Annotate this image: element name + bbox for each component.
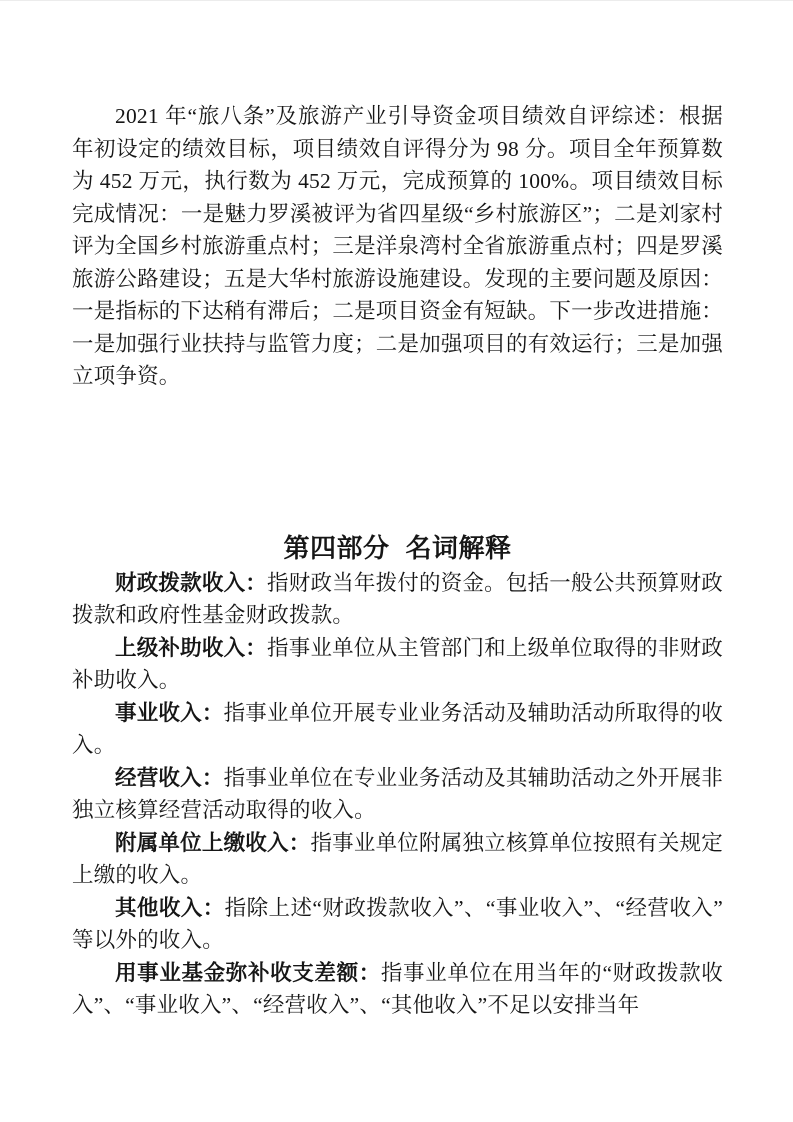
section-title: 第四部分 名词解释: [283, 533, 512, 563]
definition-term: 财政拨款收入：: [115, 570, 268, 595]
definition-term: 事业收入：: [115, 700, 224, 725]
definition-term: 上级补助收入：: [115, 635, 268, 660]
definition-item: [72, 892, 723, 957]
definition-item: [72, 632, 723, 697]
definition-term: 其他收入：: [115, 895, 225, 920]
definition-term: 附属单位上缴收入：: [115, 830, 311, 855]
definition-text: 指财政当年拨付的资金。包括一般公共预算财政拨款和政府性基金财政拨款。: [72, 570, 724, 627]
definition-term: 经营收入：: [115, 765, 224, 790]
definition-text: 指事业单位在专业业务活动及其辅助活动之外开展非独立核算经营活动取得的收入。: [72, 765, 723, 822]
definitions-list: [72, 567, 723, 1022]
definition-text: 指事业单位在用当年的“财政拨款收入”、“事业收入”、“经营收入”、“其他收入”不足以安排当年: [72, 960, 723, 1017]
definition-term: 用事业基金弥补收支差额：: [115, 960, 381, 985]
definition-item: [72, 697, 723, 762]
definition-item: [72, 567, 723, 632]
definition-item: [72, 762, 723, 827]
definition-item: [72, 957, 723, 1022]
definition-text: 指除上述“财政拨款收入”、“事业收入”、“经营收入”等以外的收入。: [72, 895, 723, 952]
performance-summary-paragraph: 2021 年“旅八条”及旅游产业引导资金项目绩效自评综述：根据年初设定的绩效目标，项目绩效自评得分为 98 分。项目全年预算数为 452 万元，执行数为 452 万元，完成预算的 100%。项目绩效目标完成情况：一是魅力罗溪被评为省四星级“乡村旅游区”；二是刘家村评为全国乡村旅游重点村；三是洋泉湾村全省旅游重点村；四是罗溪旅游公路建设；五是大华村旅游设施建设。发现的主要问题及原因：一是指标的下达稍有滞后；二是项目资金有短缺。下一步改进措施：一是加强行业扶持与监管力度；二是加强项目的有效运行；三是加强立项争资。: [72, 104, 724, 388]
document-content: [0, 1, 793, 1022]
definition-text: 指事业单位从主管部门和上级单位取得的非财政补助收入。: [72, 635, 724, 692]
definition-text: 指事业单位附属独立核算单位按照有关规定上缴的收入。: [72, 830, 723, 887]
definition-item: [72, 827, 723, 892]
definition-text: 指事业单位开展专业业务活动及辅助活动所取得的收入。: [72, 700, 723, 757]
